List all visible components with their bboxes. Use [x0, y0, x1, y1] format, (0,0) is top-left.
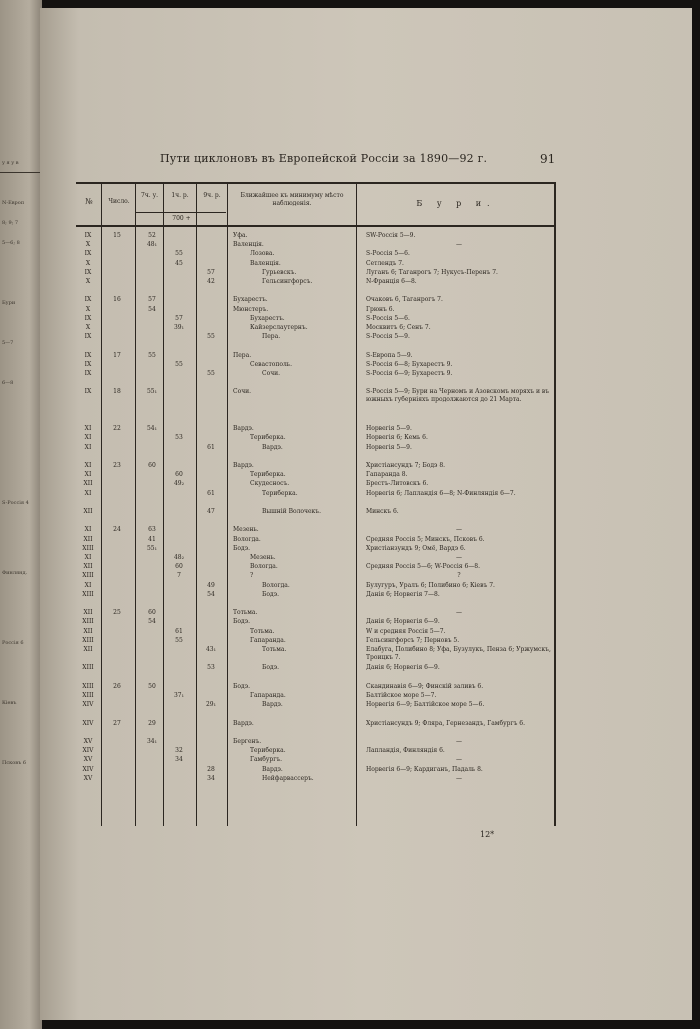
day-cell: 23 [113, 462, 121, 469]
station-cell: Пера. [233, 351, 252, 359]
station-cell: Лозова. [250, 250, 275, 258]
station-cell: Мезень. [233, 526, 259, 534]
station-cell: Вардэ. [262, 701, 283, 709]
month-cell: IX [84, 232, 92, 239]
book-page [40, 8, 692, 1020]
pressure-7h-cell: 48₁ [146, 241, 158, 249]
left-fragment: Псковъ 6 [2, 760, 27, 766]
table-row [76, 526, 556, 534]
station-cell: Вологда. [233, 535, 261, 543]
storm-cell: — [456, 738, 462, 745]
table-row [76, 655, 556, 663]
left-fragment: 8; 9; 7 [2, 220, 19, 226]
month-cell: IX [84, 370, 92, 377]
month-cell: XI [84, 462, 92, 469]
table-row [76, 646, 556, 661]
pressure-9h-cell: 43₁ [205, 646, 217, 653]
month-cell: IX [84, 268, 92, 276]
table-row [76, 462, 556, 470]
left-fragment: 5—6; 8 [2, 240, 20, 246]
storm-cell: — [456, 526, 462, 534]
pressure-1h-cell: 57 [175, 314, 183, 322]
month-cell: XII [83, 609, 93, 617]
storm-cell: Данія 6; Норвегія 7—8. [366, 590, 440, 598]
pressure-9h-cell: 49 [207, 581, 215, 589]
storm-cell: S-Россія 6—9; Бухарестъ 9. [366, 370, 453, 377]
left-fragment: Финлянд. [2, 570, 28, 576]
table-row [76, 315, 556, 323]
station-cell: Вардэ. [233, 462, 254, 469]
table-row [76, 508, 556, 516]
month-cell: X [85, 241, 91, 249]
station-cell: Вологда. [250, 563, 278, 571]
table-row [76, 480, 556, 488]
storm-cell: Сетлендъ 7. [366, 259, 404, 267]
month-cell: XIII [82, 682, 94, 690]
month-cell: XI [84, 471, 92, 479]
station-cell: Гельсингфорсъ. [262, 278, 313, 285]
station-cell: Вышній Волочекъ. [262, 508, 322, 515]
table-header-rule-2 [76, 226, 556, 227]
table-row [76, 591, 556, 599]
pressure-1h-cell: 61 [175, 627, 183, 635]
header-storms: Б у р и. [416, 199, 496, 208]
month-cell: XII [83, 646, 93, 653]
left-fragment: S-Россія 4 [2, 500, 29, 506]
month-cell: XIII [82, 590, 94, 598]
pressure-1h-cell: 60 [175, 471, 183, 479]
storm-cell: Гельсингфорсъ 7; Перновъ 5. [366, 636, 460, 644]
left-fragment: у я у в [2, 160, 19, 166]
pressure-7h-cell: 50 [148, 682, 156, 690]
station-cell: Вардэ. [233, 719, 254, 727]
header-7h: 7ч. у. [140, 192, 159, 199]
pressure-1h-cell: 49₂ [173, 480, 185, 488]
station-cell: Вологда. [262, 581, 290, 589]
station-cell: Териберка. [262, 489, 298, 497]
month-cell: XIII [82, 618, 94, 626]
month-cell: XII [83, 627, 93, 635]
table-row [76, 600, 556, 608]
table-row [76, 352, 556, 360]
table-row [76, 747, 556, 755]
station-cell: Бухарестъ. [233, 296, 268, 304]
month-cell: XIII [82, 692, 94, 699]
left-fragment: Бури [2, 300, 16, 306]
month-cell: XIII [82, 544, 94, 552]
storm-cell: S-Европа 5—9. [366, 351, 413, 359]
pressure-9h-cell: 42 [207, 278, 215, 285]
station-cell: Гапаранда. [250, 692, 286, 699]
table-row [76, 756, 556, 764]
pressure-subheader-rule [136, 212, 226, 213]
storm-cell: Норвегія 5—9. [366, 443, 412, 451]
pressure-7h-cell: 29 [148, 719, 156, 727]
table-row [76, 250, 556, 258]
printer-signature: 12* [480, 830, 495, 839]
station-cell: Бодэ. [233, 618, 250, 626]
storm-cell: S-Россія 5—6. [366, 250, 410, 258]
station-cell: Бодэ. [262, 590, 279, 598]
station-cell: Скудесносъ. [250, 480, 290, 488]
month-cell: XI [84, 434, 92, 442]
storm-cell: Балтійское море 5—7. [366, 692, 437, 699]
month-cell: IX [84, 333, 92, 341]
header-9h: 9ч. р. [203, 192, 221, 199]
table-row [76, 490, 556, 498]
day-cell: 24 [113, 526, 121, 534]
table-row [76, 766, 556, 774]
pressure-1h-cell: 32 [175, 747, 183, 755]
station-cell: Мезень. [250, 554, 276, 561]
day-cell: 15 [113, 232, 121, 239]
month-cell: IX [84, 314, 92, 322]
month-cell: XII [83, 508, 93, 515]
left-rule [0, 172, 42, 173]
station-cell: Бодэ. [262, 664, 279, 672]
station-cell: Валенція. [233, 241, 264, 249]
pressure-1h-cell: 48₂ [173, 554, 185, 561]
pressure-9h-cell: 54 [207, 590, 215, 598]
month-cell: XI [84, 443, 92, 451]
storm-cell: Данія 6; Норвегія 6—9. [366, 618, 440, 626]
pressure-7h-cell: 54 [148, 618, 156, 626]
day-cell: 25 [113, 609, 121, 617]
storm-cell: W и средняя Россія 5—7. [366, 627, 446, 635]
storm-cell: — [456, 241, 462, 249]
pressure-1h-cell: 37₁ [173, 692, 185, 699]
station-cell: Кайзерслаутернъ. [250, 324, 308, 331]
pressure-9h-cell: 55 [207, 333, 215, 341]
month-cell: X [85, 278, 91, 285]
month-cell: XIII [82, 664, 94, 672]
station-cell: Тотьма. [262, 646, 287, 653]
table-row [76, 416, 556, 424]
left-fragment: N-Европ [2, 200, 25, 206]
table-row [76, 499, 556, 507]
storm-cell: Норвегія 5—9. [366, 425, 412, 433]
storm-cell: Булугуръ, Уралъ 6; Полибино 6; Кіевъ 7. [366, 581, 495, 589]
table-row [76, 637, 556, 645]
pressure-9h-cell: 47 [207, 508, 215, 515]
station-cell: Бергенъ. [233, 738, 262, 745]
station-cell: Вардэ. [233, 425, 254, 433]
pressure-1h-cell: 60 [175, 563, 183, 571]
table-row [76, 278, 556, 286]
table-row [76, 582, 556, 590]
pressure-7h-cell: 55₁ [146, 544, 158, 552]
month-cell: IX [84, 360, 92, 368]
storm-cell: — [456, 774, 462, 782]
month-cell: X [85, 305, 91, 313]
pressure-7h-cell: 55₁ [146, 388, 158, 396]
table-row [76, 306, 556, 314]
table-row [76, 388, 556, 404]
storm-cell: Христіансундъ 9; Фляра, Гернезандъ, Гамбургъ 6. [366, 719, 526, 727]
table-row [76, 361, 556, 369]
pressure-1h-cell: 55 [175, 360, 183, 368]
table-row [76, 370, 556, 378]
storm-cell: S-Россія 6—8; Бухарестъ 9. [366, 360, 453, 368]
month-cell: XI [84, 526, 92, 534]
table-row [76, 664, 556, 672]
station-cell: Бодэ. [233, 544, 250, 552]
storm-cell: Лапландія, Финляндія 6. [366, 747, 445, 755]
left-fragment: Россія 6 [2, 640, 24, 646]
station-cell: Териберка. [250, 434, 286, 442]
month-cell: XI [84, 581, 92, 589]
left-fragment: 6—8 [2, 380, 14, 386]
pressure-1h-cell: 55 [175, 250, 183, 258]
storm-cell: — [456, 609, 462, 617]
table-row [76, 232, 556, 240]
pressure-7h-cell: 34₁ [146, 738, 158, 745]
table-row [76, 398, 556, 406]
table-top-rule-2 [76, 183, 556, 184]
month-cell: XIV [82, 765, 94, 773]
station-cell: Сочи. [262, 370, 281, 377]
table-row [76, 710, 556, 718]
storm-cell: Гапаранда 8. [366, 471, 408, 479]
table-row [76, 775, 556, 783]
day-cell: 26 [113, 682, 121, 690]
header-number-sign: № [85, 197, 93, 206]
header-pressure: 700 + [172, 215, 191, 222]
pressure-9h-cell: 55 [207, 370, 215, 377]
table-row [76, 342, 556, 350]
day-cell: 18 [113, 388, 121, 396]
month-cell: XII [83, 535, 93, 543]
pressure-7h-cell: 52 [148, 232, 156, 239]
month-cell: XIV [82, 747, 94, 755]
pressure-9h-cell: 61 [207, 443, 215, 451]
table-row [76, 269, 556, 277]
station-cell: Гапаранда. [250, 636, 286, 644]
pressure-7h-cell: 60 [148, 462, 156, 469]
table-row [76, 324, 556, 332]
table-row [76, 471, 556, 479]
table-row [76, 444, 556, 452]
table-row [76, 517, 556, 525]
table-row [76, 296, 556, 304]
table-row [76, 720, 556, 728]
pressure-9h-cell: 53 [207, 664, 215, 672]
pressure-7h-cell: 41 [148, 535, 156, 543]
storm-cell: — [456, 756, 462, 764]
pressure-7h-cell: 60 [148, 609, 156, 617]
station-cell: Гурьевскъ. [262, 268, 297, 276]
pressure-7h-cell: 57 [148, 296, 156, 304]
storm-cell: Луганъ 6; Таганрогъ 7; Нукусъ-Перенъ 7. [366, 268, 498, 276]
storm-cell: Минскъ 6. [366, 508, 399, 515]
storm-cell: Скандинавія 6—9; Финскій заливъ 6. [366, 682, 484, 690]
table-row [76, 434, 556, 442]
pressure-1h-cell: 53 [175, 434, 183, 442]
station-cell: Териберка. [250, 747, 286, 755]
table-row [76, 545, 556, 553]
table-row [76, 333, 556, 341]
pressure-7h-cell: 55 [148, 351, 156, 359]
pressure-9h-cell: 57 [207, 268, 215, 276]
pressure-7h-cell: 54₁ [146, 425, 158, 433]
month-cell: XV [83, 774, 93, 782]
header-1h: 1ч. р. [171, 192, 189, 199]
month-cell: XII [83, 563, 93, 571]
storm-cell: Средняя Россія 5—6; W-Россія 6—8. [366, 563, 480, 571]
month-cell: XIII [82, 636, 94, 644]
table-row [76, 572, 556, 580]
month-cell: XII [83, 480, 93, 488]
header-day: Число. [108, 198, 130, 205]
table-row [76, 701, 556, 709]
month-cell: X [85, 324, 91, 331]
month-cell: XI [84, 425, 92, 433]
storm-cell: Христіанзундъ 9; Омё, Вардэ 6. [366, 544, 466, 552]
pressure-9h-cell: 29₁ [205, 701, 217, 709]
station-cell: Севастополь. [250, 360, 292, 368]
station-cell: Сочи. [233, 388, 252, 396]
storm-cell: N-Франція 6—8. [366, 278, 417, 285]
table-row [76, 738, 556, 746]
table-row [76, 692, 556, 700]
storm-cell: Христіансундъ 7; Бодэ 8. [366, 462, 446, 469]
station-cell: Бухарестъ. [250, 314, 285, 322]
month-cell: XI [84, 554, 92, 561]
table-row [76, 683, 556, 691]
storm-cell: Средняя Россія 5; Минскъ, Псковъ 6. [366, 535, 485, 543]
storm-cell: Данія 6; Норвегія 6—9. [366, 664, 440, 672]
pressure-1h-cell: 45 [175, 259, 183, 267]
month-cell: IX [84, 296, 92, 304]
table-row [76, 609, 556, 617]
storm-cell: Норвегія 6; Кемь 6. [366, 434, 428, 442]
pressure-1h-cell: 7 [177, 572, 181, 580]
station-cell: Вардэ. [262, 443, 283, 451]
table-row [76, 618, 556, 626]
storm-cell: SW-Россія 5—9. [366, 232, 416, 239]
table-row [76, 241, 556, 249]
table-row [76, 628, 556, 636]
page-title: Пути циклоновъ въ Европейской Россіи за 1890—92 г. [160, 152, 488, 165]
station-cell: Вардэ. [262, 765, 283, 773]
month-cell: IX [84, 250, 92, 258]
storm-cell: Очаковъ 6, Таганрогъ 7. [366, 296, 443, 304]
station-cell: Тотьма. [250, 627, 275, 635]
station-cell: Пера. [262, 333, 281, 341]
table-row [76, 425, 556, 433]
pressure-9h-cell: 61 [207, 489, 215, 497]
day-cell: 16 [113, 296, 121, 304]
station-cell: Мюнстеръ. [233, 305, 269, 313]
left-fragment: Кіевъ [2, 700, 17, 706]
month-cell: XIII [82, 572, 94, 580]
month-cell: XI [84, 489, 92, 497]
station-cell: Валенція. [250, 259, 281, 267]
pressure-1h-cell: 55 [175, 636, 183, 644]
station-cell: Тотьма. [233, 609, 258, 617]
storm-cell: Норвегія 6; Лапландія 6—8; N-Финляндія 6—7. [366, 489, 516, 497]
table-row [76, 563, 556, 571]
left-fragment: 5—7 [2, 340, 14, 346]
pressure-1h-cell: 34 [175, 756, 183, 764]
table-row [76, 407, 556, 415]
month-cell: X [85, 259, 91, 267]
pressure-7h-cell: 63 [148, 526, 156, 534]
table-row [76, 674, 556, 682]
station-cell: ? [250, 572, 254, 580]
table-row [76, 287, 556, 295]
left-page-edge [0, 0, 42, 1029]
header-station: Ближайшее къ минимуму мѣсто наблюденія. [240, 192, 344, 207]
storm-cell: Москвитъ 6; Сенъ 7. [366, 324, 431, 331]
pressure-7h-cell: 54 [148, 305, 156, 313]
station-cell: Бодэ. [233, 682, 250, 690]
pressure-9h-cell: 28 [207, 765, 215, 773]
month-cell: IX [84, 388, 92, 396]
cyclone-table [76, 182, 556, 826]
storm-cell: Норвегія 6—9; Балтійское море 5—6. [366, 701, 485, 709]
day-cell: 17 [113, 351, 121, 359]
day-cell: 27 [113, 719, 121, 727]
storm-cell: ? [457, 572, 461, 580]
page-number: 91 [540, 152, 556, 166]
table-row [76, 260, 556, 268]
table-row [76, 729, 556, 737]
day-cell: 22 [113, 425, 121, 433]
station-cell: Гамбургъ. [250, 756, 283, 764]
table-row [76, 379, 556, 387]
station-cell: Териберка. [250, 471, 286, 479]
storm-cell: Брестъ-Литовскъ 6. [366, 480, 429, 488]
month-cell: XV [83, 756, 93, 764]
table-row [76, 536, 556, 544]
month-cell: XV [83, 738, 93, 745]
month-cell: IX [84, 351, 92, 359]
pressure-9h-cell: 34 [207, 774, 215, 782]
storm-cell: S-Россія 5—9. [366, 333, 410, 341]
station-cell: Уфа. [233, 232, 248, 239]
storm-cell: Елабуга, Полибино 8; Уфа, Бузулукъ, Пенза 6; Уржумскъ, Троицкъ 7. [366, 646, 551, 661]
month-cell: XIV [82, 719, 94, 727]
pressure-1h-cell: 39₁ [173, 324, 185, 331]
month-cell: XIV [82, 701, 94, 709]
storm-cell: — [456, 554, 462, 561]
table-row [76, 554, 556, 562]
station-cell: Нейфарвассеръ. [262, 774, 314, 782]
storm-cell: Норвегія 6—9; Кардиганъ, Падаль 8. [366, 765, 483, 773]
storm-cell: S-Россія 5—6. [366, 314, 410, 322]
storm-cell: S-Россія 5—9; Бури на Черномъ и Азовскомъ моряхъ и въ южныхъ губерніяхъ продолжаются до 21 Марта. [366, 388, 550, 404]
storm-cell: Грюнъ 6. [366, 305, 395, 313]
table-row [76, 453, 556, 461]
